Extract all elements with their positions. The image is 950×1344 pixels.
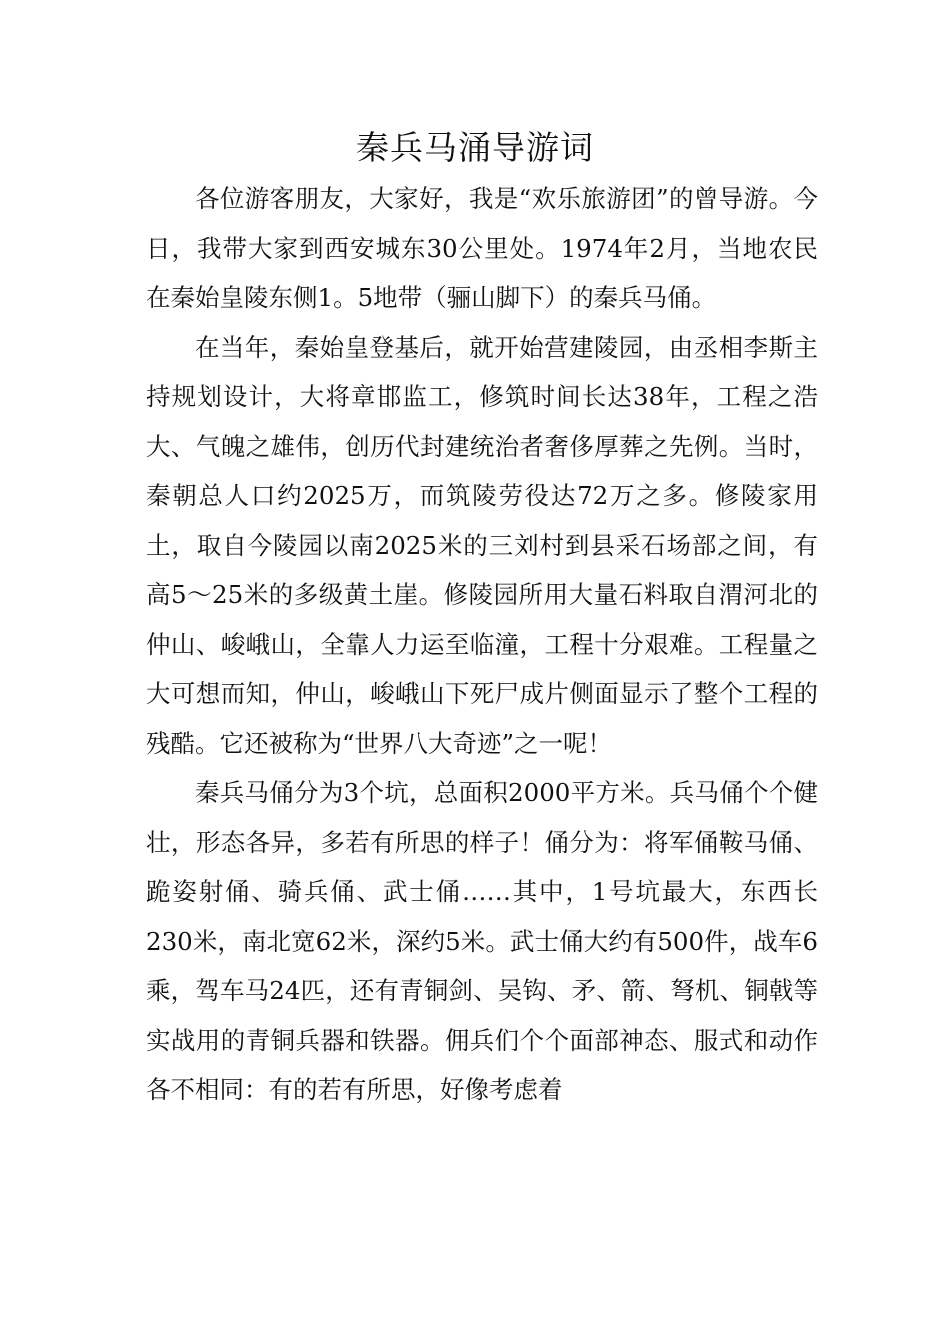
paragraph-3: 秦兵马俑分为3个坑，总面积2000平方米。兵马俑个个健壮，形态各异，多若有所思的样子！俑分为：将军俑鞍马俑、跪姿射俑、骑兵俑、武士俑……其中，1号坑最大，东西长230米，南北宽62米，深约5米。武士俑大约有500件，战车6乘，驾车马24匹，还有青铜剑、吴钩、矛、箭、弩机、铜戟等实战用的青铜兵器和铁器。佣兵们个个面部神态、服式和动作各不相同：有的若有所思，好像考虑着 (146, 778, 818, 1104)
document-body (146, 174, 818, 1115)
paragraph-2: 在当年，秦始皇登基后，就开始营建陵园，由丞相李斯主持规划设计，大将章邯监工，修筑时间长达38年，工程之浩大、气魄之雄伟，创历代封建统治者奢侈厚葬之先例。当时，秦朝总人口约2025万，而筑陵劳役达72万之多。修陵家用土，取自今陵园以南2025米的三刘村到县采石场部之间，有高5～25米的多级黄土崖。修陵园所用大量石料取自渭河北的仲山、峻峨山，全靠人力运至临潼，工程十分艰难。工程量之大可想而知，仲山，峻峨山下死尸成片侧面显示了整个工程的残酷。它还被称为“世界八大奇迹”之一呢！ (146, 332, 818, 758)
paragraph-1: 各位游客朋友，大家好，我是“欢乐旅游团”的曾导游。今日，我带大家到西安城东30公里处。1974年2月，当地农民在秦始皇陵东侧1。5地带（骊山脚下）的秦兵马俑。 (146, 184, 818, 312)
document-title: 秦兵马涌导游词 (356, 128, 594, 167)
